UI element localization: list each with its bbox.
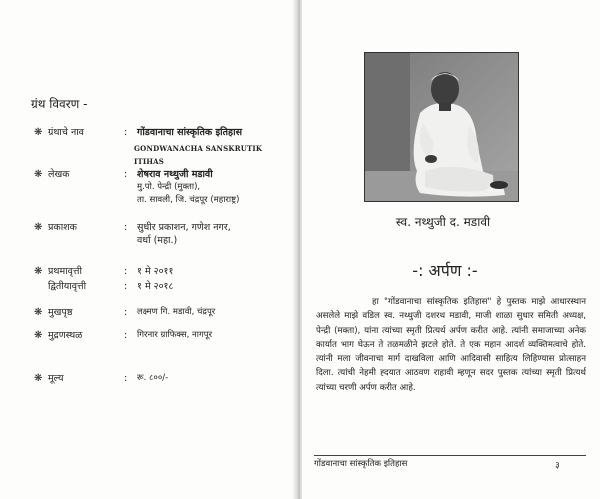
row-value bbox=[137, 221, 287, 247]
photo-caption: स्व. नथ्थुजी द. मडावी bbox=[395, 215, 491, 229]
author-address-1: मु.पो. पेन्द्री (मुक्ता), bbox=[137, 182, 201, 192]
printer-value: गिरनार ग्राफिक्स, नागपूर bbox=[137, 330, 213, 340]
dedication-text: हा "गोंडवानाचा सांस्कृतिक इतिहास" हे पुस्तक माझे आधारस्थान असलेले माझे वडिल स्व. नथ्थुजी दशरथ मडावी, माजी शाळा सुधार समिती अध्यक्ष, पेन्द्री (मक्ता), यांना त्यांच्या स्मृती प्रित्यर्थ अर्पण करीत आहे. त्यांनी समाजाच्या अनेक कार्यात भाग घेऊन ते तळमळीने झटले होते. ते एक महान आदर्श व्यक्तिमत्वाचे होते. त्यांनी मला जीवनाचा मार्ग दाखविला आणि आदिवासी साहित्य लिहिण्यास प्रोत्साहन दिला. त्यांची नेहमी ह्दयात आठवण राहावी म्हणून सदर पुस्तक त्यांच्या स्मृती प्रित्यर्थ त्यांच्या चरणी अर्पण करीत आहे. bbox=[316, 297, 586, 393]
detail-row-publisher bbox=[34, 221, 289, 251]
detail-row-cover bbox=[34, 306, 289, 320]
book-title-value: गोंडवानाचा सांस्कृतिक इतिहास bbox=[137, 127, 242, 138]
detail-row-price bbox=[34, 372, 289, 386]
publisher-line-2: वर्धा (महा.) bbox=[137, 235, 178, 246]
star-bullet-icon: ❋ bbox=[34, 330, 43, 341]
row-label: ग्रंथाचे नाव bbox=[48, 127, 84, 138]
row-label: मूल्य bbox=[48, 373, 64, 384]
row-colon: : bbox=[124, 127, 128, 138]
row-label: मुद्रणस्थळ bbox=[48, 330, 83, 341]
portrait-image bbox=[365, 53, 519, 202]
detail-row-author bbox=[34, 168, 289, 210]
star-bullet-icon: ❋ bbox=[34, 266, 43, 277]
row-label: प्रकाशक bbox=[48, 222, 77, 233]
detail-row-title bbox=[34, 126, 289, 166]
row-value bbox=[137, 168, 287, 207]
book-title-english: GONDWANACHA SANSKRUTIK ITIHAS bbox=[134, 144, 263, 166]
star-bullet-icon: ❋ bbox=[34, 222, 43, 233]
row-label: मुखपृष्ठ bbox=[48, 307, 73, 318]
row-label: द्वितीयावृत्ती bbox=[48, 281, 87, 292]
second-edition-value: १ मे २०१८ bbox=[137, 281, 174, 292]
row-colon: : bbox=[124, 281, 128, 292]
row-colon: : bbox=[124, 169, 128, 180]
dedication-paragraph bbox=[316, 295, 586, 395]
publisher-line-1: सुधीर प्रकाशन, गणेश नगर, bbox=[137, 222, 231, 233]
star-bullet-icon: ❋ bbox=[34, 169, 43, 180]
detail-row-second-edition bbox=[34, 280, 289, 294]
star-bullet-icon: ❋ bbox=[34, 127, 43, 138]
author-name: शेषराव नथ्थुजी मडावी bbox=[137, 169, 213, 180]
row-colon: : bbox=[124, 307, 128, 318]
star-bullet-icon: ❋ bbox=[34, 373, 43, 384]
row-colon: : bbox=[124, 373, 128, 384]
page-number: ३ bbox=[555, 461, 560, 471]
running-footer-title: गोंडवानाचा सांस्कृतिक इतिहास bbox=[314, 459, 408, 469]
detail-row-first-edition bbox=[34, 265, 289, 279]
left-page bbox=[0, 0, 296, 499]
section-title: ग्रंथ विवरण - bbox=[31, 97, 88, 111]
footer-rule bbox=[314, 455, 586, 456]
row-label: प्रथमावृत्ती bbox=[48, 266, 82, 277]
price-value: रू. ८००/- bbox=[137, 373, 169, 383]
first-edition-value: १ मे २०११ bbox=[137, 266, 174, 277]
dedication-heading: -: अर्पण :- bbox=[412, 261, 478, 280]
row-colon: : bbox=[124, 222, 128, 233]
star-bullet-icon: ❋ bbox=[34, 307, 43, 318]
author-address-2: ता. सावली, जि. चंद्रपूर (महाराष्ट्र) bbox=[137, 195, 240, 205]
cover-value: लक्ष्मण गि. मडावी, चंद्रपूर bbox=[137, 307, 216, 317]
detail-row-printer bbox=[34, 329, 289, 343]
row-value bbox=[134, 126, 287, 168]
portrait-photo bbox=[364, 52, 519, 202]
row-colon: : bbox=[124, 266, 128, 277]
row-colon: : bbox=[124, 330, 128, 341]
row-label: लेखक bbox=[48, 169, 70, 180]
